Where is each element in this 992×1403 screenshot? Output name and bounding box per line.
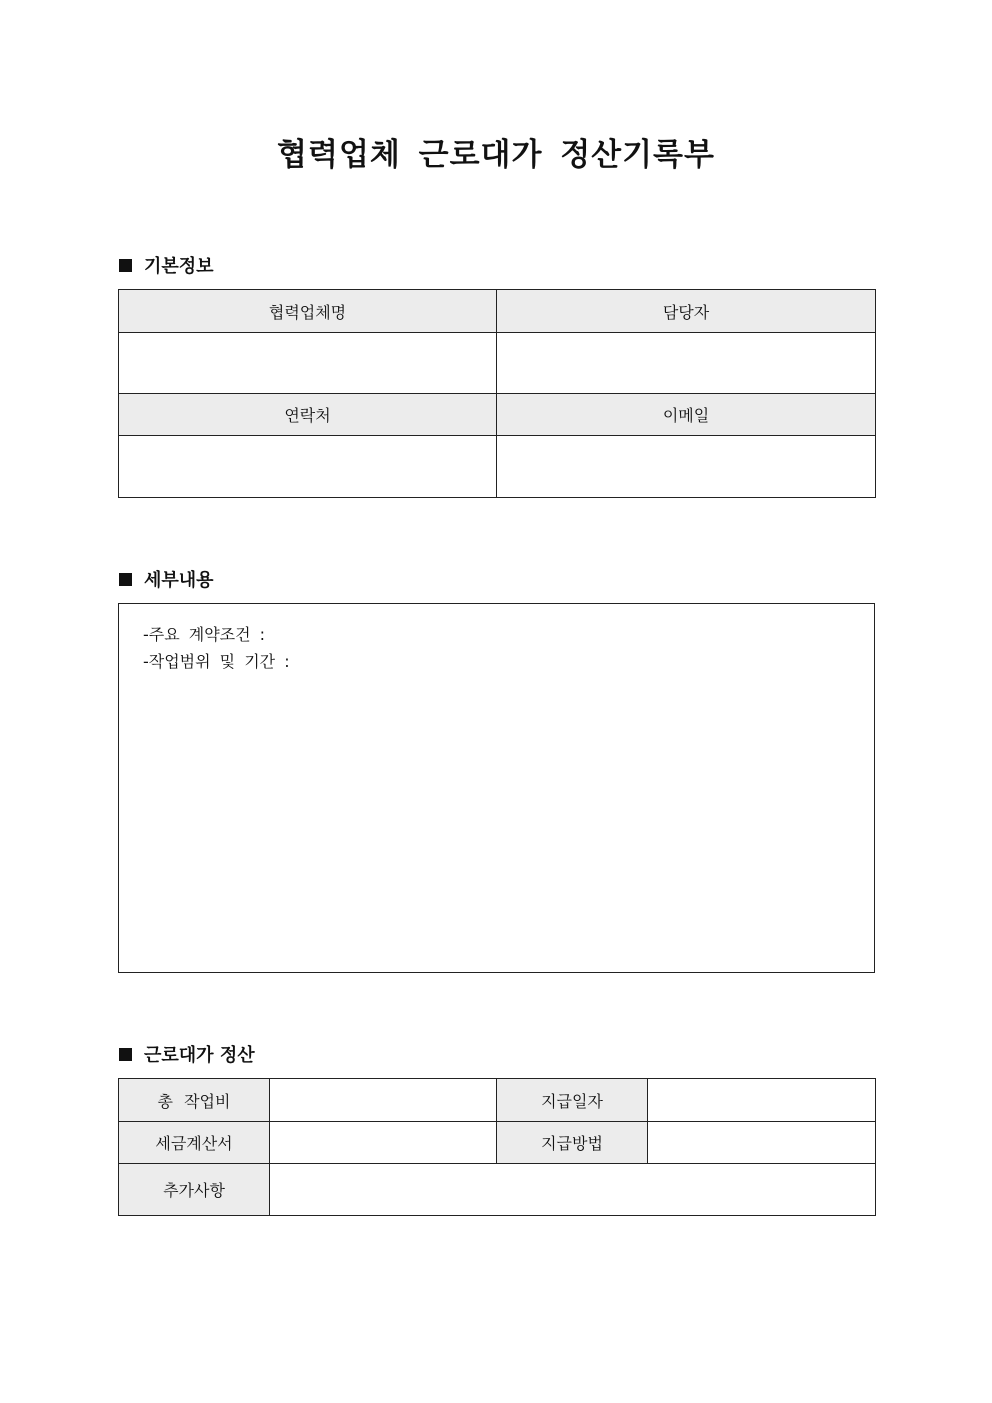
work-scope-line: -작업범위 및 기간 : bbox=[143, 652, 290, 671]
square-bullet-icon bbox=[119, 1048, 132, 1061]
notes-field[interactable] bbox=[270, 1164, 876, 1216]
total-cost-label: 총 작업비 bbox=[119, 1079, 270, 1122]
email-label: 이메일 bbox=[497, 394, 876, 436]
square-bullet-icon bbox=[119, 259, 132, 272]
company-name-field[interactable] bbox=[119, 333, 497, 394]
basic-info-table bbox=[118, 289, 876, 498]
contact-field[interactable] bbox=[119, 436, 497, 498]
total-cost-field[interactable] bbox=[270, 1079, 497, 1122]
section-title-settlement: 근로대가 정산 bbox=[144, 1045, 255, 1066]
details-textarea[interactable] bbox=[118, 603, 875, 973]
square-bullet-icon bbox=[119, 573, 132, 586]
settlement-table bbox=[118, 1078, 876, 1216]
section-heading-basic-info bbox=[119, 252, 214, 278]
section-heading-settlement bbox=[119, 1041, 255, 1067]
pay-method-field[interactable] bbox=[648, 1122, 876, 1164]
notes-label: 추가사항 bbox=[119, 1164, 270, 1216]
section-heading-details bbox=[119, 566, 214, 592]
section-title-basic-info: 기본정보 bbox=[144, 256, 214, 277]
section-title-details: 세부내용 bbox=[144, 570, 214, 591]
pay-date-field[interactable] bbox=[648, 1079, 876, 1122]
pay-date-label: 지급일자 bbox=[497, 1079, 648, 1122]
tax-invoice-label: 세금계산서 bbox=[119, 1122, 270, 1164]
email-field[interactable] bbox=[497, 436, 876, 498]
pay-method-label: 지급방법 bbox=[497, 1122, 648, 1164]
contact-label: 연락처 bbox=[119, 394, 497, 436]
page-title: 협력업체 근로대가 정산기록부 bbox=[277, 137, 715, 173]
tax-invoice-field[interactable] bbox=[270, 1122, 497, 1164]
company-name-label: 협력업체명 bbox=[119, 290, 497, 333]
manager-field[interactable] bbox=[497, 333, 876, 394]
manager-label: 담당자 bbox=[497, 290, 876, 333]
contract-terms-line: -주요 계약조건 : bbox=[143, 625, 266, 644]
